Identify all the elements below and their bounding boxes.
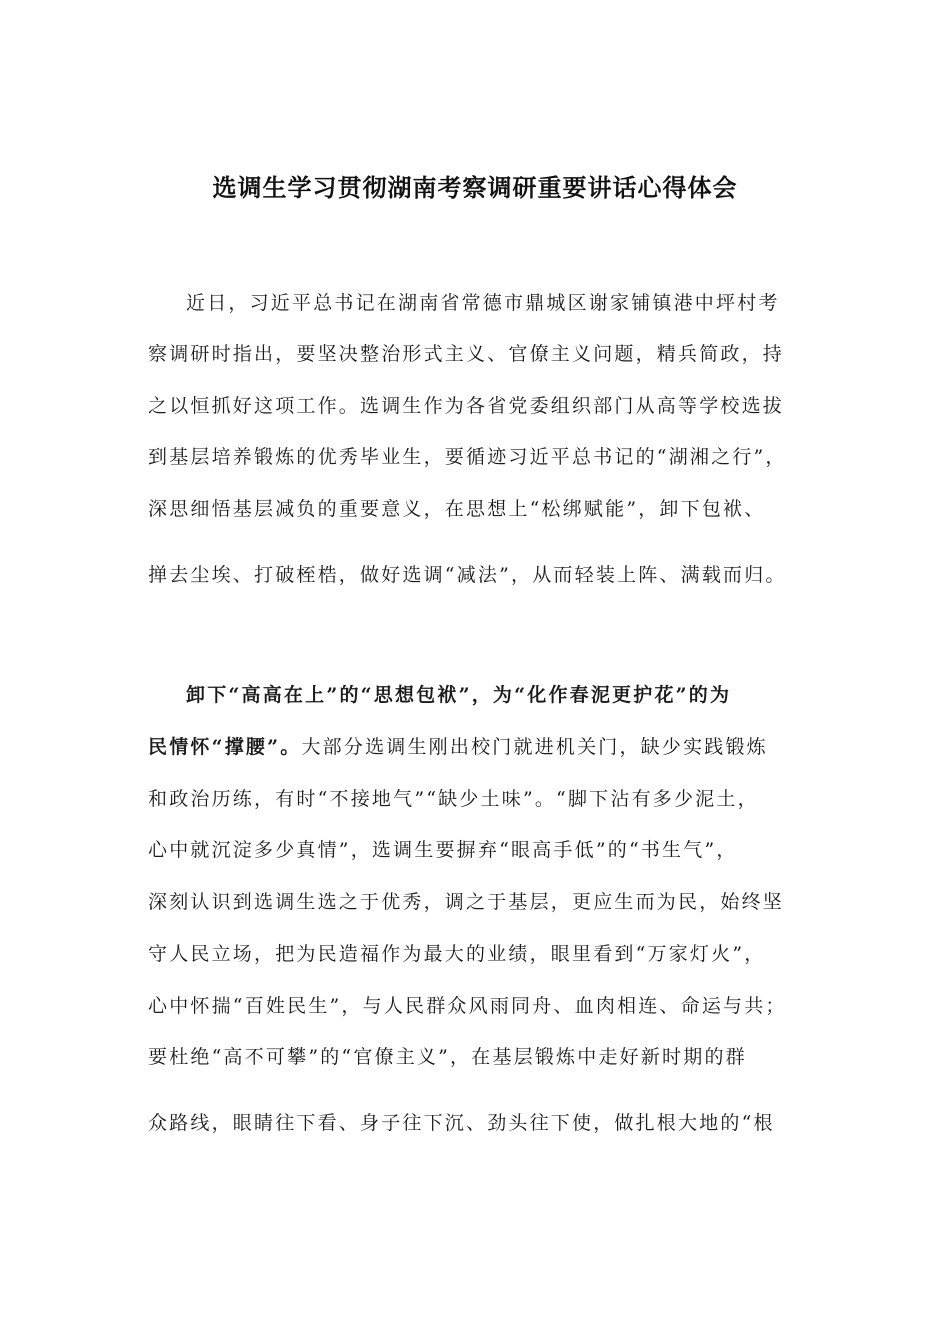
paragraph-1-line-2: 察调研时指出，要坚决整治形式主义、官僚主义问题，精兵简政，持 xyxy=(148,343,785,365)
paragraph-2-line-4: 心中就沉淀多少真情”，选调生要摒弃“眼高手低”的“书生气”， xyxy=(148,839,738,861)
paragraph-2-line-7: 心中怀揣“百姓民生”，与人民群众风雨同舟、血肉相连、命运与共； xyxy=(148,995,787,1017)
paragraph-1-line-3: 之以恒抓好这项工作。选调生作为各省党委组织部门从高等学校选拔 xyxy=(148,395,785,417)
document-title: 选调生学习贯彻湖南考察调研重要讲话心得体会 xyxy=(212,174,738,202)
paragraph-2-line-5: 深刻认识到选调生选之于优秀，调之于基层，更应生而为民，始终坚 xyxy=(148,891,785,913)
paragraph-2-heading-line-2: 民情怀“撑腰”。 xyxy=(148,736,302,758)
paragraph-2-line-3: 和政治历练，有时“不接地气”“缺少土味”。“脚下沾有多少泥土， xyxy=(148,788,759,810)
paragraph-2-line-2-rest: 大部分选调生刚出校门就进机关门，缺少实践锻炼 xyxy=(301,736,768,758)
paragraph-1-line-4: 到基层培养锻炼的优秀毕业生，要循迹习近平总书记的“湖湘之行”， xyxy=(148,446,787,468)
paragraph-2-line-9: 众路线，眼睛往下看、身子往下沉、劲头往下使，做扎根大地的“根 xyxy=(148,1112,775,1134)
paragraph-2-line-8: 要杜绝“高不可攀”的“官僚主义”，在基层锻炼中走好新时期的群 xyxy=(148,1046,747,1068)
paragraph-2-line-6: 守人民立场，把为民造福作为最大的业绩，眼里看到“万家灯火”， xyxy=(148,943,766,965)
paragraph-1-line-5: 深思细悟基层减负的重要意义，在思想上“松绑赋能”，卸下包袱、 xyxy=(148,498,766,520)
paragraph-1-line-6: 掸去尘埃、打破桎梏，做好选调“减法”，从而轻装上阵、满载而归。 xyxy=(148,564,787,586)
paragraph-1-line-1: 近日，习近平总书记在湖南省常德市鼎城区谢家铺镇港中坪村考 xyxy=(186,292,780,314)
paragraph-2-heading-line-1: 卸下“高高在上”的“思想包袱”，为“化作春泥更护花”的为 xyxy=(186,684,732,706)
paragraph-2-line-2 xyxy=(148,733,808,761)
